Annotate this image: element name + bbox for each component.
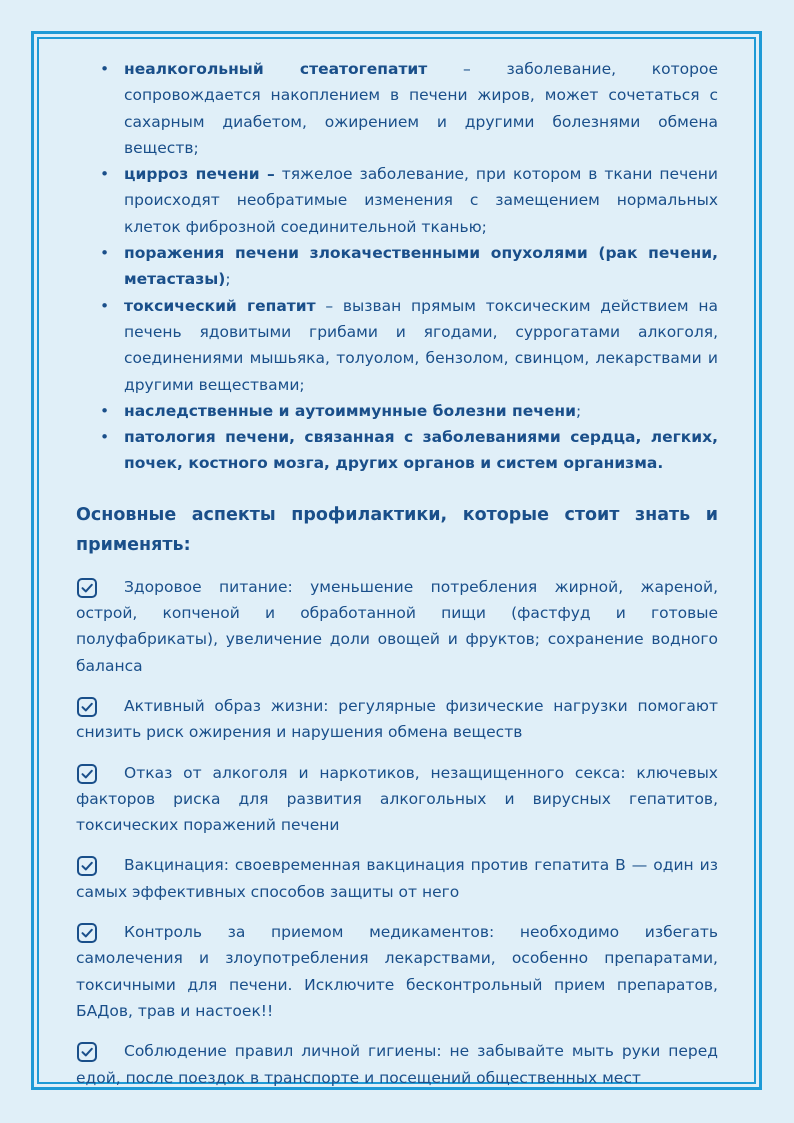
list-item bbox=[76, 293, 718, 398]
checkbox-checked-icon bbox=[76, 922, 98, 944]
checkbox-checked-icon bbox=[76, 696, 98, 718]
list-item-description: – вызван прямым токсическим действием на печень ядовитыми грибами и ягодами, суррогатами алкоголя, соединениями мышьяка, толуолом, бензолом, свинцом, лекарствами и другими веществами; bbox=[124, 296, 718, 394]
list-item-term: цирроз печени – bbox=[124, 165, 275, 184]
tip-text: Отказ от алкоголя и наркотиков, незащищенного секса: ключевых факторов риска для развития алкогольных и вирусных гепатитов, токсических поражений печени bbox=[76, 763, 718, 835]
list-item-term: токсический гепатит bbox=[124, 296, 316, 315]
list-item-description: ; bbox=[225, 270, 231, 289]
list-item bbox=[76, 424, 718, 477]
tip-text: Вакцинация: своевременная вакцинация против гепатита В — один из самых эффективных способов защиты от него bbox=[76, 856, 718, 901]
list-item-description: ; bbox=[575, 401, 582, 420]
tip-text: Соблюдение правил личной гигиены: не забывайте мыть руки перед едой, после поездок в транспорте и посещений общественных мест bbox=[76, 1042, 718, 1087]
disease-list bbox=[76, 56, 718, 477]
tip-item bbox=[76, 693, 718, 746]
list-item-term: поражения печени злокачественными опухолями (рак печени, метастазы) bbox=[124, 244, 718, 289]
list-item bbox=[76, 56, 718, 161]
tip-text: Активный образ жизни: регулярные физические нагрузки помогают снизить риск ожирения и нарушения обмена веществ bbox=[76, 696, 718, 742]
tip-item bbox=[76, 1038, 718, 1091]
checkbox-checked-icon bbox=[76, 855, 98, 877]
list-item-term: наследственные и аутоиммунные болезни печени bbox=[124, 401, 576, 420]
tip-item bbox=[76, 919, 718, 1024]
prevention-heading: Основные аспекты профилактики, которые стоит знать и применять: bbox=[76, 504, 718, 555]
tip-text: Здоровое питание: уменьшение потребления жирной, жареной, острой, копченой и обработанной пищи (фастфуд и готовые полуфабрикаты), увеличение доли овощей и фруктов; сохранение водного баланса bbox=[76, 577, 718, 675]
list-item-description: тяжелое заболевание, при котором в ткани печени происходят необратимые изменения с замещением нормальных клеток фиброзной соединительной тканью; bbox=[124, 165, 718, 236]
tip-item bbox=[76, 852, 718, 905]
list-item-term: неалкогольный стеатогепатит bbox=[124, 60, 428, 78]
prevention-tips bbox=[76, 574, 718, 1091]
list-item bbox=[76, 161, 718, 240]
checkbox-checked-icon bbox=[76, 1041, 98, 1063]
checkbox-checked-icon bbox=[76, 763, 98, 785]
list-item bbox=[76, 240, 718, 293]
list-item-term: патология печени, связанная с заболеваниями сердца, легких, почек, костного мозга, других органов и систем организма. bbox=[124, 428, 718, 473]
tip-text: Контроль за приемом медикаментов: необходимо избегать самолечения и злоупотребления лекарствами, особенно препаратами, токсичными для печени. Исключите бесконтрольный прием препаратов, БАДов, трав и настоек!! bbox=[76, 923, 718, 1020]
tip-item bbox=[76, 574, 718, 679]
checkbox-checked-icon bbox=[76, 577, 98, 599]
document-body bbox=[76, 56, 718, 1105]
tip-item bbox=[76, 760, 718, 839]
list-item-description: – заболевание, которое сопровождается накоплением в печени жиров, может сочетаться с сахарным диабетом, ожирением и другими болезнями обмена веществ; bbox=[124, 60, 718, 157]
list-item bbox=[76, 398, 718, 424]
